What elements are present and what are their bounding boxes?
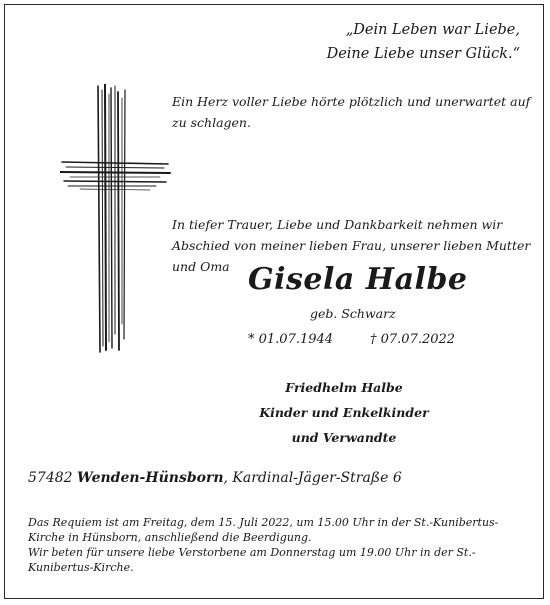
intro-text: Ein Herz voller Liebe hörte plötzlich und unerwartet auf zu schlagen. bbox=[172, 94, 531, 130]
quote-line-1: „Dein Leben war Liebe, bbox=[345, 22, 520, 38]
survivor-line: Friedhelm Halbe bbox=[285, 380, 403, 395]
survivors bbox=[254, 375, 434, 450]
quote-line-2: Deine Liebe unser Glück.“ bbox=[326, 46, 520, 62]
maiden-name: geb. Schwarz bbox=[310, 306, 396, 321]
survivor-line: und Verwandte bbox=[291, 430, 397, 445]
survivor-line: Kinder und Enkelkinder bbox=[259, 405, 429, 420]
mourning-text: In tiefer Trauer, Liebe und Dankbarkeit nehmen wir Abschied von meiner lieben Frau, unserer lieben Mutter und Oma bbox=[172, 217, 531, 274]
address-city: Wenden-Hünsborn bbox=[77, 470, 224, 486]
address-zip: 57482 bbox=[28, 470, 73, 486]
birth-date: * 01.07.1944 bbox=[248, 332, 334, 347]
deceased-name: Gisela Halbe bbox=[248, 262, 468, 297]
cross-icon bbox=[60, 84, 172, 354]
service-notes bbox=[28, 515, 524, 575]
quote bbox=[327, 18, 520, 66]
requiem-note: Das Requiem ist am Freitag, dem 15. Juli 2022, um 15.00 Uhr in der St.-Kunibertus-Kirche in Hünsborn, anschließend die Beerdigung. bbox=[28, 516, 499, 544]
death-date: † 07.07.2022 bbox=[370, 332, 456, 347]
prayer-note: Wir beten für unsere liebe Verstorbene am Donnerstag um 19.00 Uhr in der St.-Kunibertus-Kirche. bbox=[28, 546, 476, 574]
address-street: , Kardinal-Jäger-Straße 6 bbox=[223, 470, 402, 486]
address bbox=[28, 470, 402, 486]
